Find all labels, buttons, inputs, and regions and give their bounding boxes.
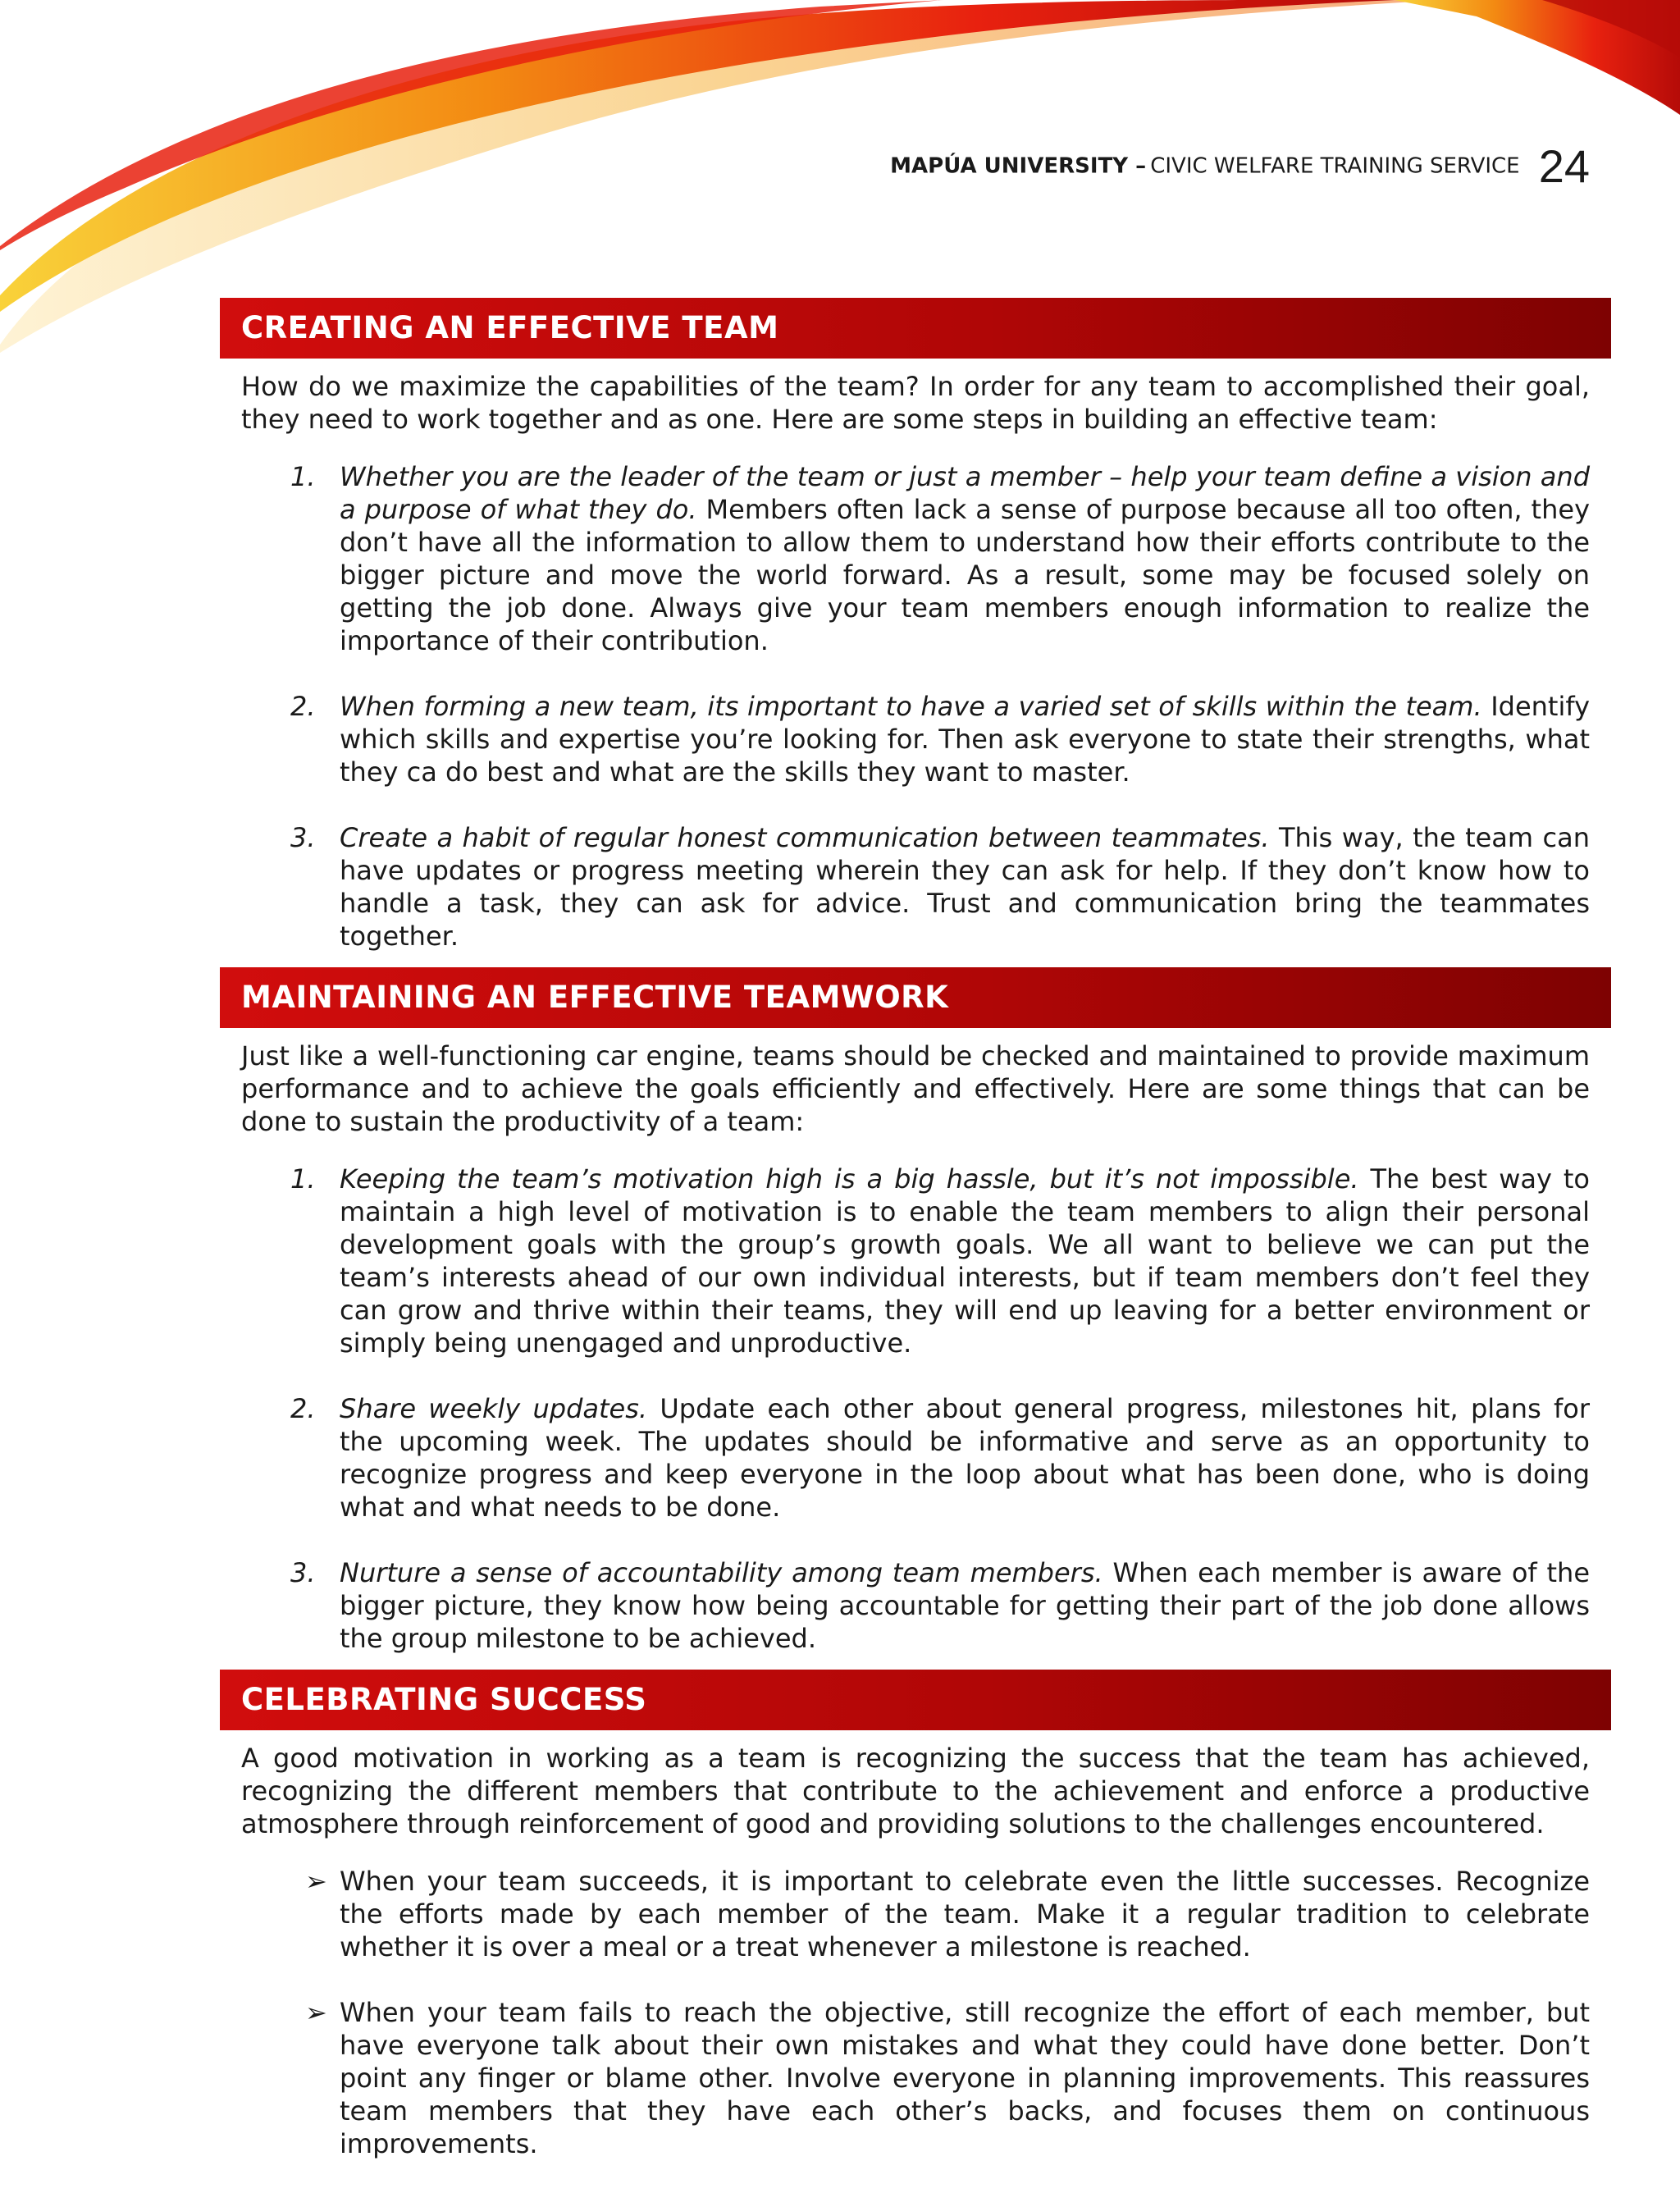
- list-item: [305, 1865, 1590, 1963]
- item-number: 1.: [290, 1163, 316, 1195]
- section-title-celebrating-success: CELEBRATING SUCCESS: [220, 1670, 1611, 1730]
- list-item: [290, 821, 1591, 953]
- arrow-bullet-icon: ➢: [305, 1997, 327, 2028]
- item-lead: Whether you are the leader of the team or just a member – help your team define a vision and a purpose of what they do.: [340, 461, 1590, 525]
- item-text: The best way to maintain a high level of motivation is to enable the team members to align their personal development goals with the group’s growth goals. We all want to believe we can put the team’s interests ahead of our own individual interests, but if team members don’t feel they can grow and thrive within their teams, they will end up leaving for a better environment or simply being unengaged and unproductive.: [340, 1163, 1591, 1359]
- list-item: [290, 1392, 1591, 1524]
- section-intro: A good motivation in working as a team is recognizing the success that the team has achieved, recognizing the different members that contribute to the achievement and enforce a productive atmosphere through reinforcement of good and providing solutions to the challenges encountered.: [241, 1743, 1590, 1839]
- item-text: Update each other about general progress, milestones hit, plans for the upcoming week. The updates should be informative and serve as an opportunity to recognize progress and keep everyone in the loop about what has been done, who is doing what and what needs to be done.: [340, 1393, 1591, 1523]
- item-lead: Nurture a sense of accountability among team members.: [340, 1557, 1103, 1588]
- section-intro: How do we maximize the capabilities of the team? In order for any team to accomplished their goal, they need to work together and as one. Here are some steps in building an effective team:: [241, 371, 1590, 435]
- list-item: [290, 460, 1591, 657]
- item-number: 2.: [290, 1393, 316, 1424]
- page-number: 24: [1538, 140, 1590, 192]
- item-text: When each member is aware of the bigger picture, they know how being accountable for getting their part of the job done allows the group milestone to be achieved.: [340, 1557, 1591, 1654]
- arrow-bullet-icon: ➢: [305, 1866, 327, 1897]
- item-lead: When forming a new team, its important to have a varied set of skills within the team.: [340, 691, 1482, 722]
- list-item: [290, 1163, 1591, 1359]
- item-text: This way, the team can have updates or progress meeting wherein they can ask for help. If they don’t know how to handle a task, they can ask for advice. Trust and communication bring the teammates together.: [340, 822, 1591, 952]
- list-item: [305, 1996, 1590, 2160]
- section-title-creating-team: CREATING AN EFFECTIVE TEAM: [220, 298, 1611, 359]
- list-item: [290, 690, 1591, 788]
- running-header: [0, 139, 1590, 205]
- numbered-list: [220, 460, 1590, 953]
- numbered-list: [220, 1163, 1590, 1655]
- bullet-text: When your team succeeds, it is important to celebrate even the little successes. Recognize the efforts made by each member of the team. Make it a regular tradition to celebrate whether it is over a meal or a treat whenever a milestone is reached.: [340, 1866, 1590, 1962]
- section-title-maintaining-teamwork: MAINTAINING AN EFFECTIVE TEAMWORK: [220, 967, 1611, 1028]
- item-text: Members often lack a sense of purpose because all too often, they don’t have all the information to allow them to understand how their efforts contribute to the bigger picture and move the world forward. As a result, some may be focused solely on getting the job done. Always give your team members enough information to realize the importance of their contribution.: [340, 494, 1591, 656]
- item-text: Identify which skills and expertise you’re looking for. Then ask everyone to state their strengths, what they ca do best and what are the skills they want to master.: [340, 691, 1591, 788]
- item-lead: Create a habit of regular honest communication between teammates.: [340, 822, 1270, 853]
- item-number: 1.: [290, 461, 316, 492]
- section-intro: Just like a well-functioning car engine, teams should be checked and maintained to provide maximum performance and to achieve the goals efficiently and effectively. Here are some things that can be done to sustain the productivity of a team:: [241, 1040, 1590, 1137]
- item-lead: Share weekly updates.: [340, 1393, 648, 1424]
- bullet-list: [220, 1865, 1590, 2160]
- bullet-text: When your team fails to reach the objective, still recognize the effort of each member, but have everyone talk about their own mistakes and what they could have done better. Don’t point any finger or blame other. Involve everyone in planning improvements. This reassures team members that they have each other’s backs, and focuses them on continuous improvements.: [340, 1997, 1590, 2159]
- item-number: 2.: [290, 691, 316, 722]
- header-service: CIVIC WELFARE TRAINING SERVICE: [1150, 153, 1520, 179]
- item-lead: Keeping the team’s motivation high is a big hassle, but it’s not impossible.: [340, 1163, 1359, 1195]
- item-number: 3.: [290, 1557, 316, 1588]
- page-content: [220, 298, 1611, 2193]
- header-university: MAPÚA UNIVERSITY –: [890, 153, 1147, 179]
- list-item: [290, 1556, 1591, 1655]
- item-number: 3.: [290, 822, 316, 853]
